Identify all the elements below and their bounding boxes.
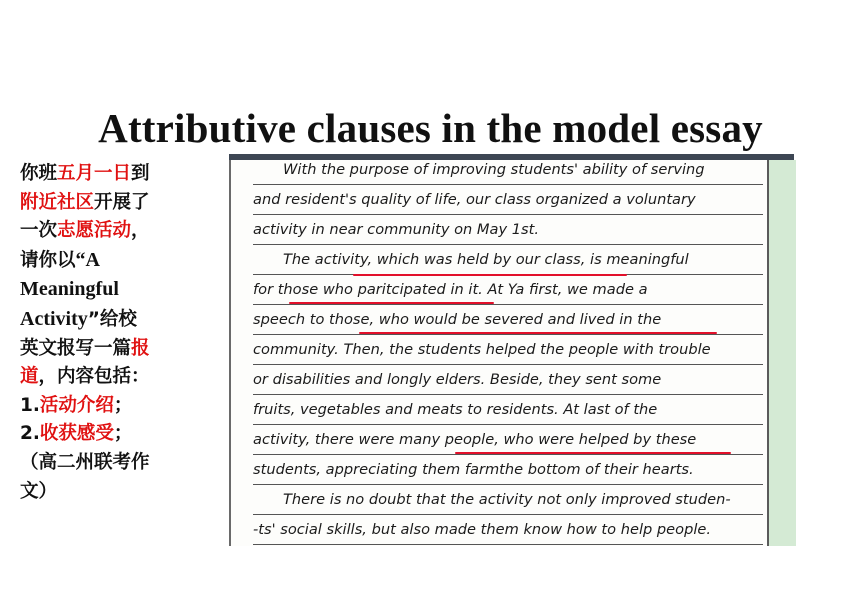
prompt-text: 开展了 <box>94 191 150 213</box>
essay-line: students, appreciating them farmthe bottom of their hearts. <box>253 458 763 488</box>
prompt-line <box>20 420 220 449</box>
clause-underline <box>289 302 494 304</box>
essay-line: activity, there were many people, who were helped by these <box>253 428 763 458</box>
prompt-text: 请你以 <box>20 249 76 271</box>
task-prompt <box>20 160 220 506</box>
prompt-line <box>20 189 220 218</box>
prompt-keyword: 志愿活动 <box>57 220 132 242</box>
prompt-text: 文） <box>20 480 58 502</box>
prompt-text: 1. <box>20 394 40 416</box>
essay-line: The activity, which was held by our class, is meaningful <box>253 248 763 278</box>
essay-left-border <box>229 160 231 546</box>
prompt-line <box>20 217 220 246</box>
essay-line: fruits, vegetables and meats to residents. At last of the <box>253 398 763 428</box>
essay-line: for those who paritcipated in it. At Ya first, we made a <box>253 278 763 308</box>
prompt-text: “A <box>75 248 100 271</box>
essay-right-strip <box>767 160 796 546</box>
prompt-line <box>20 363 220 392</box>
prompt-text: ； <box>113 423 133 445</box>
clause-underline <box>353 274 627 276</box>
essay-line: or disabilities and longly elders. Beside, they sent some <box>253 368 763 398</box>
essay-line: With the purpose of improving students' ability of serving <box>253 158 763 188</box>
prompt-line <box>20 392 220 421</box>
prompt-line <box>20 449 220 478</box>
prompt-line <box>20 160 220 189</box>
clause-underline <box>359 332 717 334</box>
essay-line: speech to those, who would be severed and lived in the <box>253 308 763 338</box>
essay-line: -ts' social skills, but also made them know how to help people. <box>253 518 763 548</box>
prompt-text: 一次 <box>20 220 58 242</box>
prompt-text: ， <box>131 220 150 242</box>
prompt-line <box>20 335 220 364</box>
essay-image <box>229 154 794 546</box>
prompt-keyword: 附近社区 <box>20 191 95 213</box>
prompt-line <box>20 305 220 335</box>
prompt-text: Meaningful <box>20 278 119 301</box>
prompt-text: 你班 <box>20 163 58 184</box>
prompt-text: 到 <box>131 163 150 184</box>
clause-underline <box>455 452 731 454</box>
prompt-text: （高二州联考作 <box>20 451 150 473</box>
prompt-keyword: 报 <box>131 337 150 359</box>
essay-line: There is no doubt that the activity not only improved studen- <box>253 488 763 518</box>
prompt-keyword: 活动介绍 <box>39 394 114 416</box>
prompt-line <box>20 478 220 507</box>
prompt-text: Activity <box>20 307 88 330</box>
essay-line: and resident's quality of life, our class organized a voluntary <box>253 188 763 218</box>
prompt-line <box>20 246 220 276</box>
prompt-line <box>20 275 220 305</box>
prompt-text: ，内容包括： <box>38 366 150 388</box>
prompt-text: 英文报写一篇 <box>20 337 132 359</box>
essay-line: activity in near community on May 1st. <box>253 218 763 248</box>
prompt-keyword: 收获感受 <box>39 423 114 445</box>
prompt-text: ”给校 <box>87 308 137 330</box>
prompt-text: 2. <box>20 423 40 445</box>
essay-line: community. Then, the students helped the people with trouble <box>253 338 763 368</box>
prompt-keyword: 道 <box>20 366 39 388</box>
prompt-text: ； <box>113 394 133 416</box>
prompt-keyword: 五月一日 <box>57 163 132 184</box>
slide-title: Attributive clauses in the model essay <box>98 105 763 151</box>
